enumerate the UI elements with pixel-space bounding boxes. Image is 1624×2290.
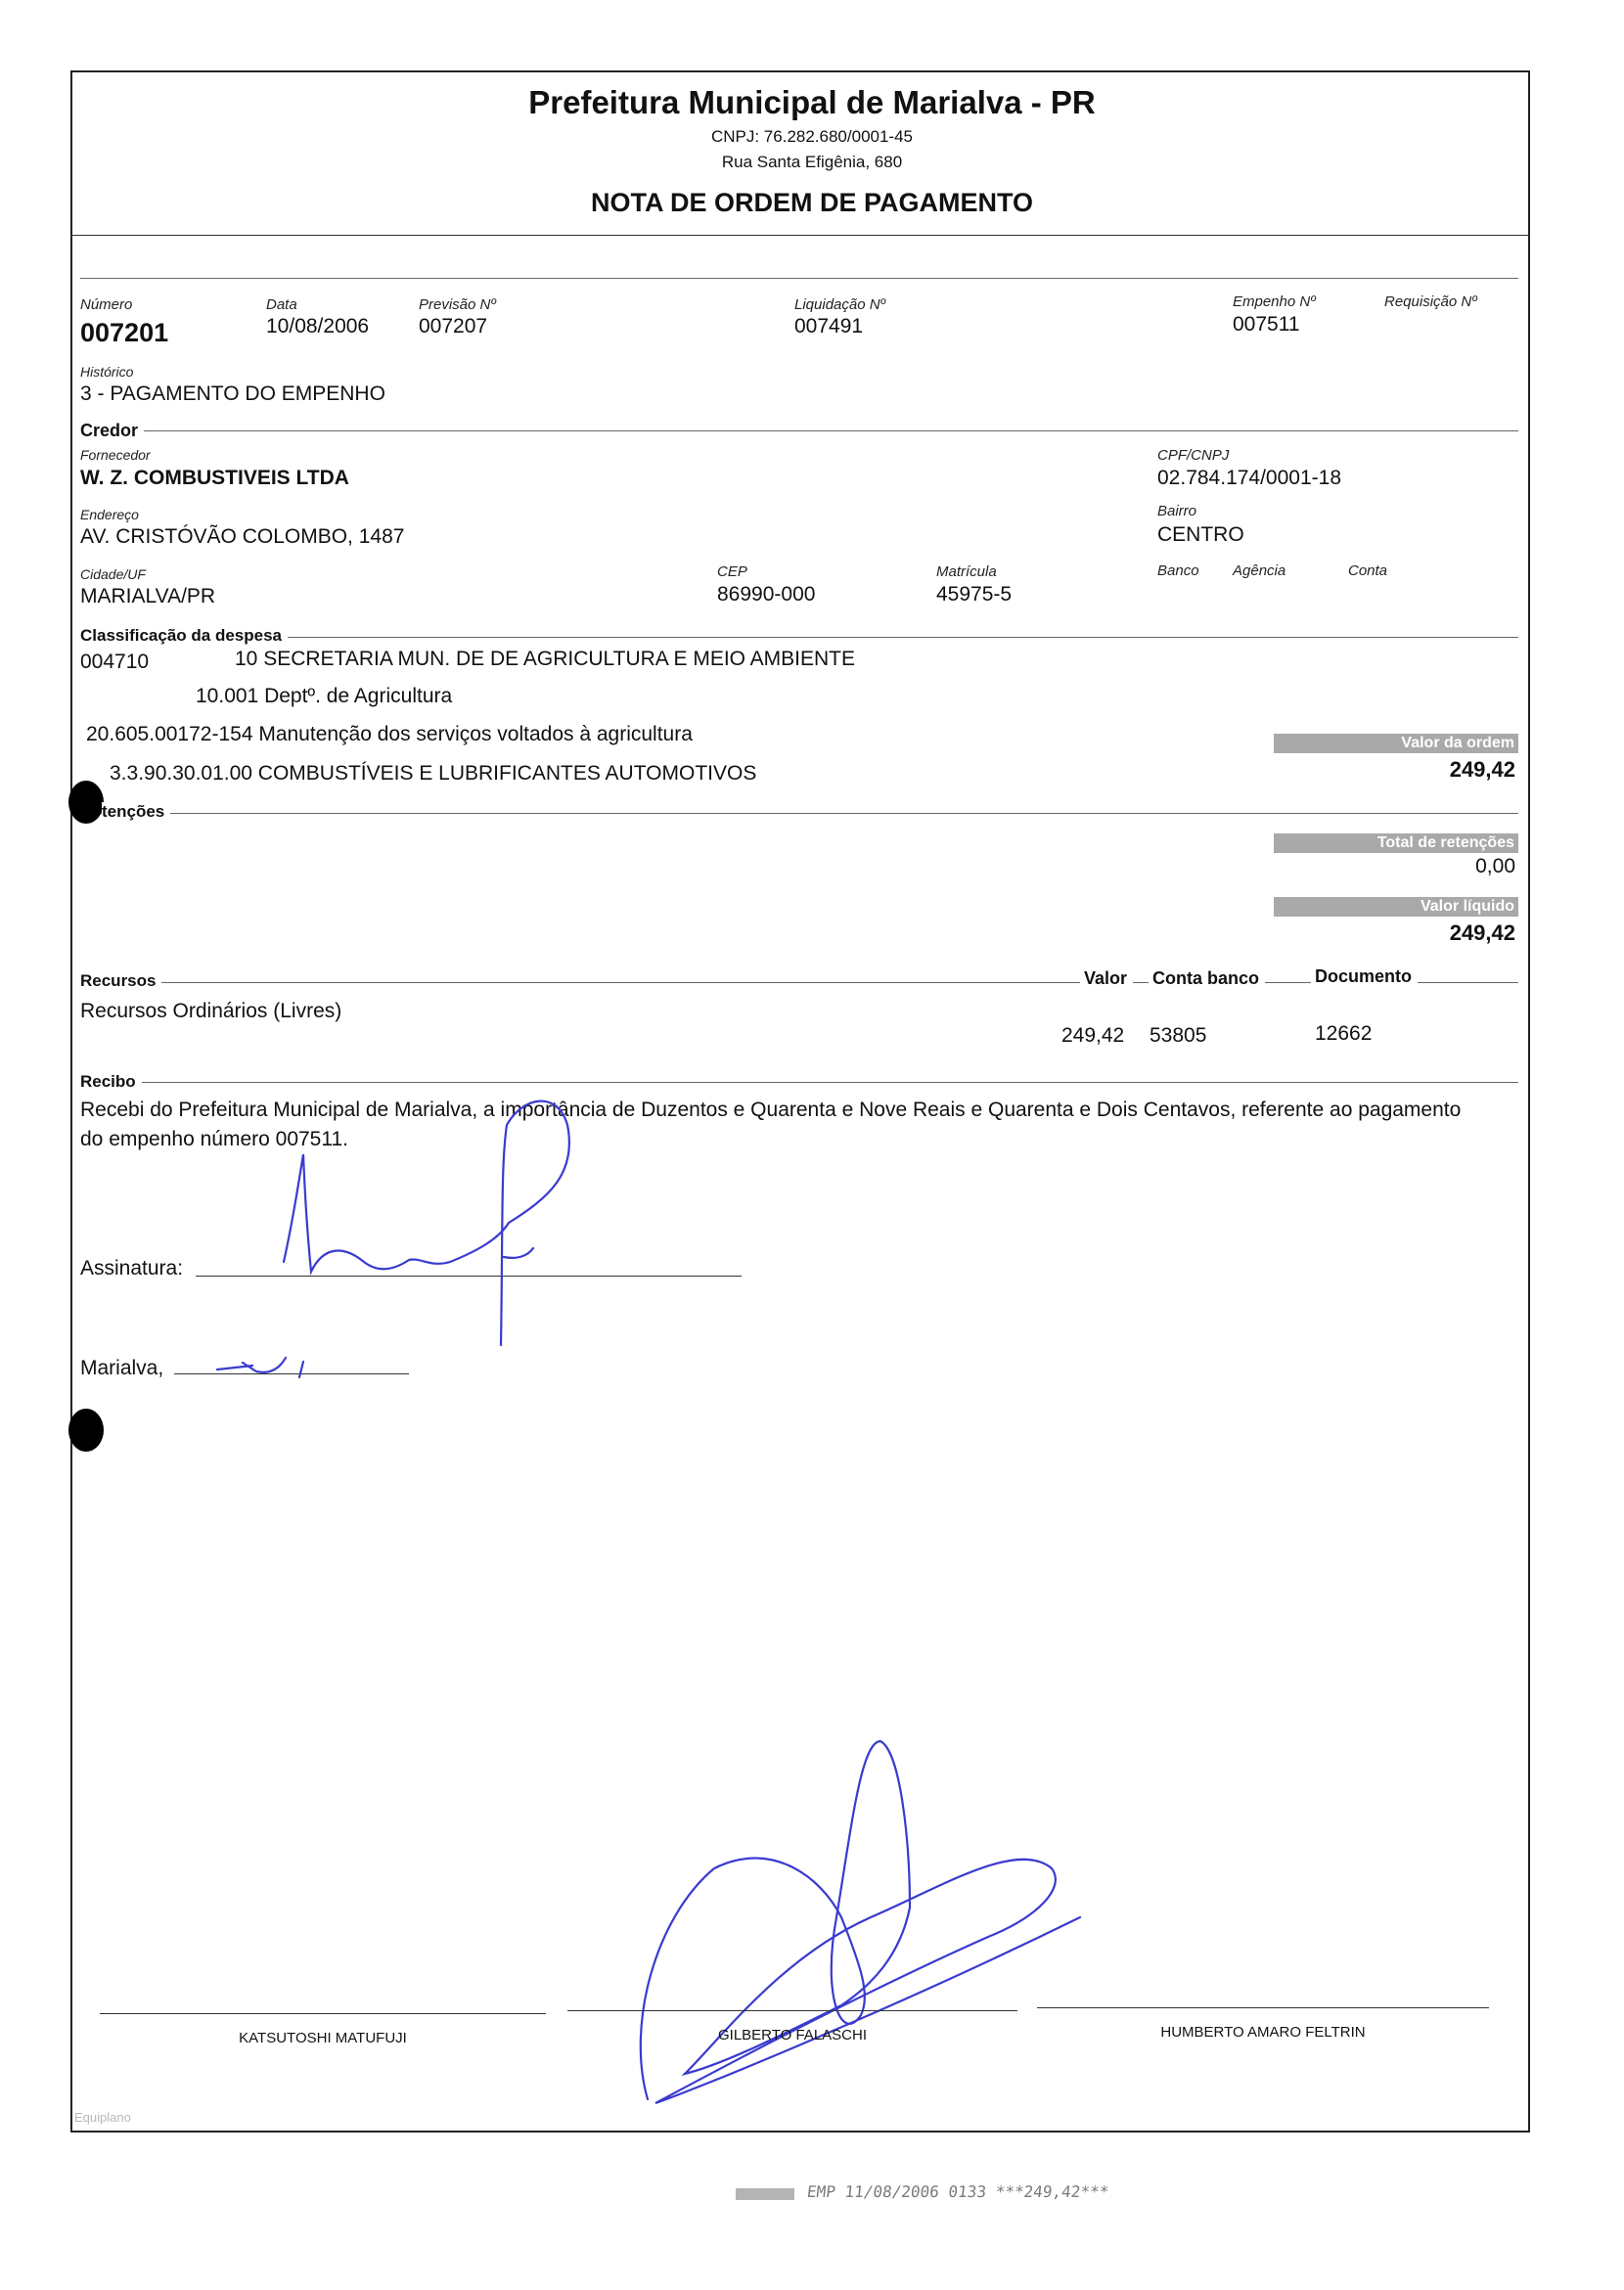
document-title: NOTA DE ORDEM DE PAGAMENTO	[590, 188, 1033, 217]
signatory-name-1: KATSUTOSHI MATUFUJI	[239, 2030, 407, 2046]
cep-value: 86990-000	[717, 583, 816, 606]
liquidacao-value: 007491	[794, 315, 864, 337]
signatory-signature	[641, 1741, 1080, 2103]
classificacao-natureza: 3.3.90.30.01.00 COMBUSTÍVEIS E LUBRIFICANTES AUTOMOTIVOS	[110, 762, 757, 785]
address-text: Rua Santa Efigênia, 680	[721, 153, 903, 171]
cpf-label: CPF/CNPJ	[1157, 447, 1230, 464]
recursos-documento: 12662	[1315, 1022, 1373, 1045]
valor-ordem-label: Valor da ordem	[1274, 734, 1518, 753]
previsao-value: 007207	[419, 315, 488, 337]
classificacao-secretaria: 10 SECRETARIA MUN. DE DE AGRICULTURA E MEIO AMBIENTE	[235, 648, 856, 670]
agencia-label: Agência	[1233, 562, 1286, 579]
date-handwriting	[217, 1358, 303, 1377]
bank-stamp: EMP 11/08/2006 0133 ***249,42***	[806, 2182, 1110, 2201]
valor-liquido-value: 249,42	[1449, 920, 1515, 945]
recursos-descricao: Recursos Ordinários (Livres)	[80, 1000, 342, 1022]
signatory-line-2	[567, 2010, 1017, 2011]
recursos-valor-header: Valor	[1080, 968, 1133, 989]
empenho-label: Empenho Nº	[1233, 293, 1316, 310]
marialva-label: Marialva,	[80, 1357, 164, 1379]
page-title: Prefeitura Municipal de Marialva - PR	[528, 84, 1096, 120]
data-label: Data	[266, 296, 297, 313]
recursos-section: Recursos	[80, 971, 161, 991]
bairro-value: CENTRO	[1157, 523, 1244, 546]
valor-ordem-value: 249,42	[1449, 757, 1515, 782]
assinatura-label: Assinatura:	[80, 1257, 184, 1280]
recibo-section: Recibo	[80, 1072, 142, 1092]
recursos-conta: 53805	[1150, 1024, 1207, 1047]
historico-value: 3 - PAGAMENTO DO EMPENHO	[80, 382, 385, 405]
cidade-label: Cidade/UF	[80, 566, 146, 582]
endereco-label: Endereço	[80, 507, 139, 522]
historico-label: Histórico	[80, 364, 134, 380]
matricula-label: Matrícula	[936, 563, 997, 580]
receipt-signature	[284, 1101, 569, 1345]
total-retencoes-label: Total de retenções	[1274, 833, 1518, 853]
numero-label: Número	[80, 296, 133, 313]
software-watermark: Equiplano	[74, 2110, 131, 2125]
total-retencoes-value: 0,00	[1475, 855, 1515, 877]
liquidacao-label: Liquidação Nº	[794, 296, 886, 313]
signatory-name-2: GILBERTO FALASCHI	[718, 2027, 867, 2043]
matricula-value: 45975-5	[936, 583, 1013, 606]
classificacao-departamento: 10.001 Deptº. de Agricultura	[196, 685, 453, 707]
classificacao-code: 004710	[80, 651, 150, 673]
signatory-line-3	[1037, 2007, 1489, 2008]
numero-value: 007201	[80, 318, 169, 347]
cpf-value: 02.784.174/0001-18	[1157, 467, 1342, 489]
bank-stamp-mark	[736, 2188, 794, 2200]
conta-label: Conta	[1348, 562, 1388, 579]
banco-label: Banco	[1157, 562, 1199, 579]
retencoes-section: tenções	[102, 802, 170, 822]
credor-section: Credor	[80, 421, 144, 441]
previsao-label: Previsão Nº	[419, 296, 496, 313]
recursos-documento-header: Documento	[1311, 966, 1418, 987]
signatory-line-1	[100, 2013, 546, 2014]
signatory-name-3: HUMBERTO AMARO FELTRIN	[1160, 2024, 1366, 2041]
classificacao-programa: 20.605.00172-154 Manutenção dos serviços voltados à agricultura	[86, 723, 693, 745]
classificacao-section: Classificação da despesa	[80, 626, 288, 646]
recibo-text: Recebi do Prefeitura Municipal de Marialva, a importância de Duzentos e Quarenta e Nove Reais e Quarenta e Dois Centavos, referente ao pagamento do empenho número 007511.	[80, 1099, 1462, 1150]
data-value: 10/08/2006	[266, 315, 370, 337]
cnpj-text: CNPJ: 76.282.680/0001-45	[710, 127, 914, 146]
empenho-value: 007511	[1233, 313, 1300, 336]
recursos-conta-header: Conta banco	[1149, 968, 1265, 989]
valor-liquido-label: Valor líquido	[1274, 897, 1518, 917]
fornecedor-label: Fornecedor	[80, 447, 151, 463]
recursos-valor: 249,42	[1061, 1024, 1125, 1047]
fornecedor-value: W. Z. COMBUSTIVEIS LTDA	[80, 467, 349, 489]
cidade-value: MARIALVA/PR	[80, 585, 216, 607]
requisicao-label: Requisição Nº	[1384, 293, 1477, 310]
bairro-label: Bairro	[1157, 503, 1197, 519]
endereco-value: AV. CRISTÓVÃO COLOMBO, 1487	[80, 525, 405, 548]
cep-label: CEP	[717, 563, 747, 580]
